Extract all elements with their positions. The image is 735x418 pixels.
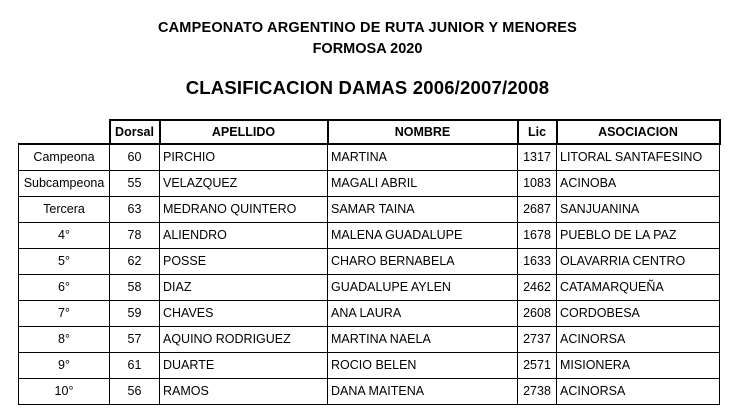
header-asociacion: ASOCIACION (557, 120, 720, 144)
results-table (18, 119, 721, 405)
table-row (19, 275, 720, 301)
asociacion-cell: OLAVARRIA CENTRO (557, 249, 720, 275)
dorsal-cell: 59 (110, 301, 160, 327)
asociacion-cell: ACINORSA (557, 379, 720, 405)
lic-cell: 2571 (518, 353, 557, 379)
apellido-cell: CHAVES (160, 301, 328, 327)
nombre-cell: ROCIO BELEN (328, 353, 518, 379)
event-location-year: FORMOSA 2020 (312, 41, 423, 57)
asociacion-cell: PUEBLO DE LA PAZ (557, 223, 720, 249)
position-cell: 8° (19, 327, 110, 353)
nombre-cell: MAGALI ABRIL (328, 171, 518, 197)
table-row (19, 223, 720, 249)
table-row (19, 144, 720, 171)
apellido-cell: RAMOS (160, 379, 328, 405)
asociacion-cell: CATAMARQUEÑA (557, 275, 720, 301)
classification-title: CLASIFICACION DAMAS 2006/2007/2008 (185, 77, 550, 98)
apellido-cell: DUARTE (160, 353, 328, 379)
lic-cell: 1317 (518, 144, 557, 171)
position-cell: Tercera (19, 197, 110, 223)
lic-cell: 1083 (518, 171, 557, 197)
dorsal-cell: 57 (110, 327, 160, 353)
header-dorsal: Dorsal (110, 120, 160, 144)
nombre-cell: GUADALUPE AYLEN (328, 275, 518, 301)
position-cell: 6° (19, 275, 110, 301)
position-cell: 7° (19, 301, 110, 327)
table-row (19, 353, 720, 379)
nombre-cell: MALENA GUADALUPE (328, 223, 518, 249)
lic-cell: 2738 (518, 379, 557, 405)
lic-cell: 2608 (518, 301, 557, 327)
apellido-cell: MEDRANO QUINTERO (160, 197, 328, 223)
dorsal-cell: 61 (110, 353, 160, 379)
lic-cell: 2737 (518, 327, 557, 353)
table-row (19, 327, 720, 353)
position-cell: 5° (19, 249, 110, 275)
table-row (19, 171, 720, 197)
table-row (19, 197, 720, 223)
dorsal-cell: 55 (110, 171, 160, 197)
apellido-cell: AQUINO RODRIGUEZ (160, 327, 328, 353)
dorsal-cell: 78 (110, 223, 160, 249)
nombre-cell: ANA LAURA (328, 301, 518, 327)
dorsal-cell: 63 (110, 197, 160, 223)
apellido-cell: PIRCHIO (160, 144, 328, 171)
lic-cell: 2462 (518, 275, 557, 301)
dorsal-cell: 56 (110, 379, 160, 405)
position-cell: Subcampeona (19, 171, 110, 197)
position-cell: Campeona (19, 144, 110, 171)
table-row (19, 249, 720, 275)
header-position-blank (19, 120, 110, 144)
header-nombre: NOMBRE (328, 120, 518, 144)
header-apellido: APELLIDO (160, 120, 328, 144)
table-header-row (19, 120, 720, 144)
nombre-cell: CHARO BERNABELA (328, 249, 518, 275)
nombre-cell: SAMAR TAINA (328, 197, 518, 223)
apellido-cell: ALIENDRO (160, 223, 328, 249)
asociacion-cell: LITORAL SANTAFESINO (557, 144, 720, 171)
asociacion-cell: ACINOBA (557, 171, 720, 197)
dorsal-cell: 62 (110, 249, 160, 275)
asociacion-cell: SANJUANINA (557, 197, 720, 223)
lic-cell: 1633 (518, 249, 557, 275)
dorsal-cell: 58 (110, 275, 160, 301)
nombre-cell: DANA MAITENA (328, 379, 518, 405)
asociacion-cell: MISIONERA (557, 353, 720, 379)
position-cell: 9° (19, 353, 110, 379)
asociacion-cell: ACINORSA (557, 327, 720, 353)
header-lic: Lic (518, 120, 557, 144)
position-cell: 10° (19, 379, 110, 405)
asociacion-cell: CORDOBESA (557, 301, 720, 327)
table-row (19, 301, 720, 327)
championship-title: CAMPEONATO ARGENTINO DE RUTA JUNIOR Y MENORES (157, 20, 578, 36)
apellido-cell: POSSE (160, 249, 328, 275)
position-cell: 4° (19, 223, 110, 249)
dorsal-cell: 60 (110, 144, 160, 171)
nombre-cell: MARTINA NAELA (328, 327, 518, 353)
lic-cell: 2687 (518, 197, 557, 223)
table-row (19, 379, 720, 405)
apellido-cell: DIAZ (160, 275, 328, 301)
lic-cell: 1678 (518, 223, 557, 249)
nombre-cell: MARTINA (328, 144, 518, 171)
apellido-cell: VELAZQUEZ (160, 171, 328, 197)
